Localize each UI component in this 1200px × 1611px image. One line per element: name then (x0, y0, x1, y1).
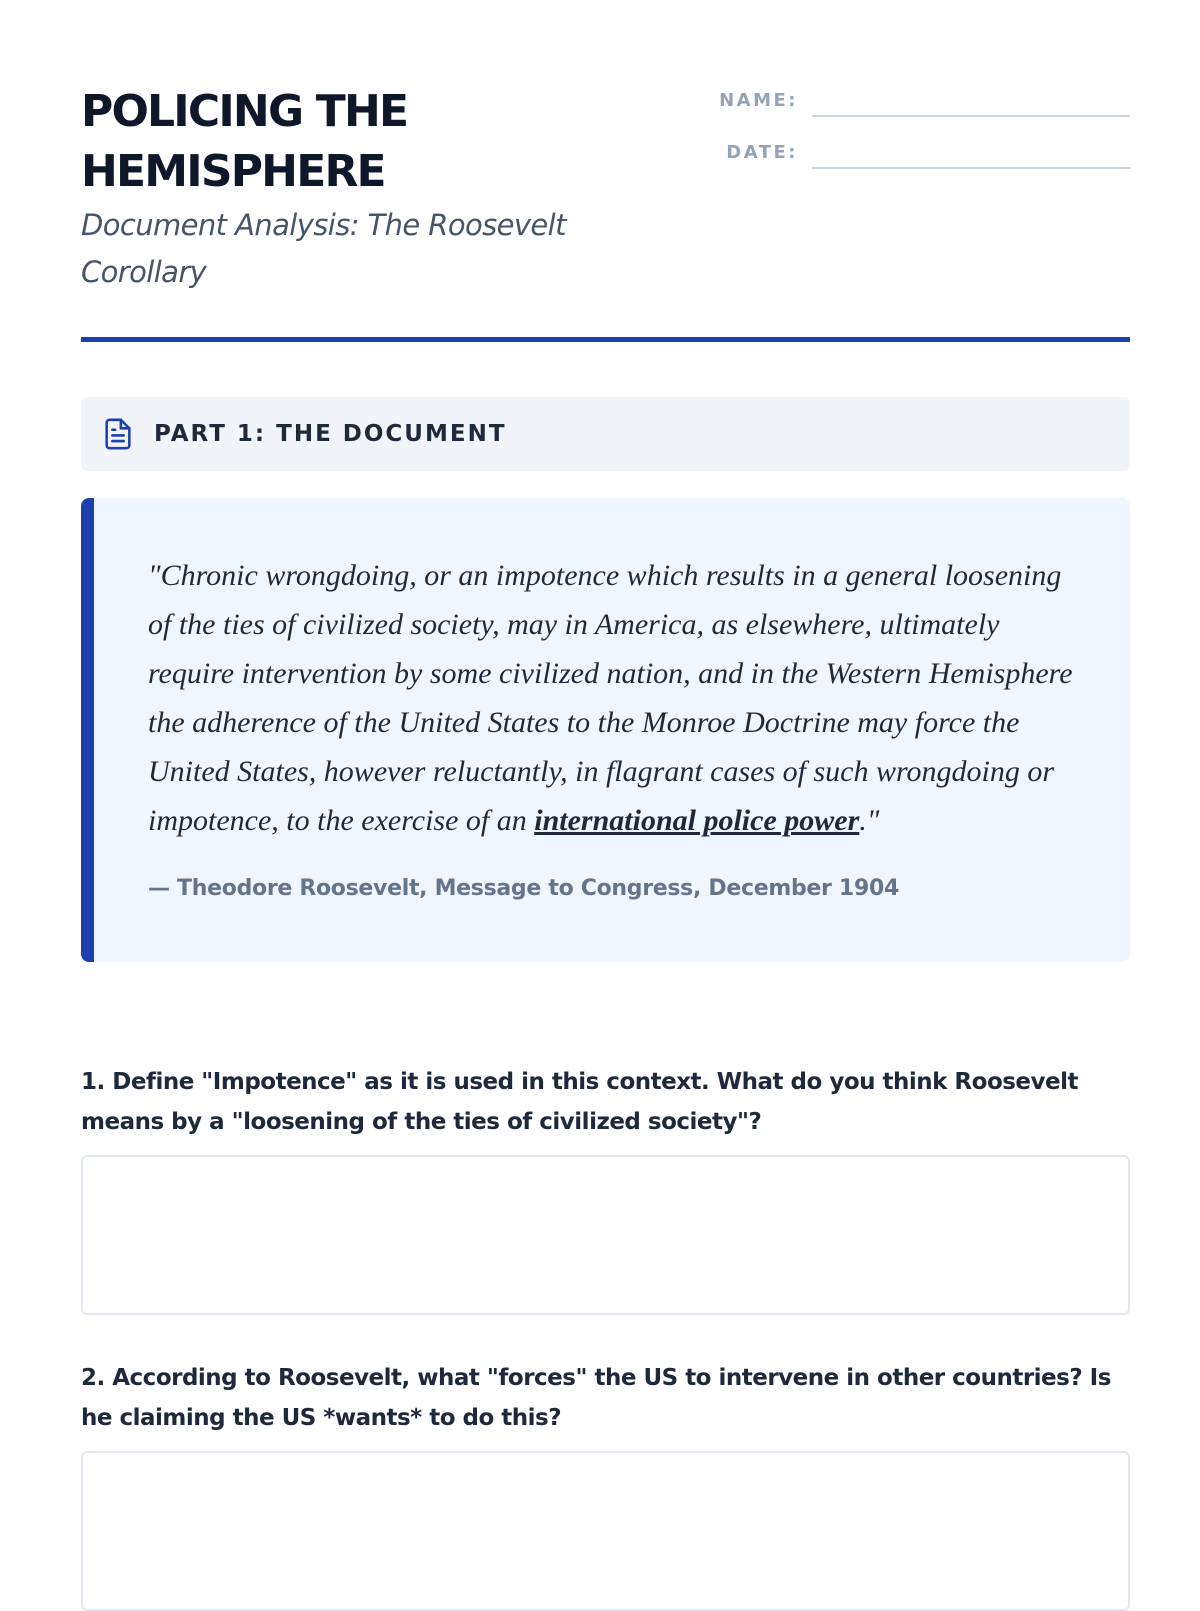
header-divider (81, 337, 1130, 342)
name-label: NAME: (719, 90, 798, 111)
primary-source-quote (81, 498, 1130, 962)
answer-box-2[interactable] (81, 1451, 1130, 1611)
answer-box-1[interactable] (81, 1155, 1130, 1315)
section-title: PART 1: THE DOCUMENT (154, 421, 507, 447)
quote-text-before: "Chronic wrongdoing, or an impotence which results in a general loosening of the ties of civilized society, may in America, as elsewhere, ultimately require intervention by some civilized nation, and in the Western Hemisphere the adherence of the United States to the Monroe Doctrine may force the United States, however reluctantly, in flagrant cases of such wrongdoing or impotence, to the exercise of an (148, 559, 1073, 837)
quote-citation: — Theodore Roosevelt, Message to Congress, December 1904 (148, 876, 899, 901)
worksheet-header (81, 60, 1130, 342)
question-1: 1. Define "Impotence" as it is used in this context. What do you think Roosevelt means by a "loosening of the ties of civilized society"? (81, 1069, 1078, 1135)
page-subtitle: Document Analysis: The Roosevelt Corollary (81, 208, 566, 289)
student-info-fields (701, 85, 1130, 189)
date-label: DATE: (726, 142, 798, 163)
page-title: POLICING THE HEMISPHERE (81, 86, 408, 197)
quote-accent-bar (81, 498, 94, 962)
date-field-row (701, 137, 1130, 169)
quote-emphasis: international police power (534, 804, 860, 837)
date-field[interactable] (812, 135, 1130, 169)
name-field[interactable] (812, 83, 1130, 117)
question-2: 2. According to Roosevelt, what "forces" the US to intervene in other countries? Is he claiming the US *wants* to do this? (81, 1365, 1111, 1431)
quote-text (148, 551, 1088, 845)
worksheet-page (81, 60, 1130, 1431)
quote-text-after: ." (859, 804, 880, 837)
section-header (81, 397, 1130, 471)
name-field-row (701, 85, 1130, 117)
document-icon (101, 417, 135, 451)
